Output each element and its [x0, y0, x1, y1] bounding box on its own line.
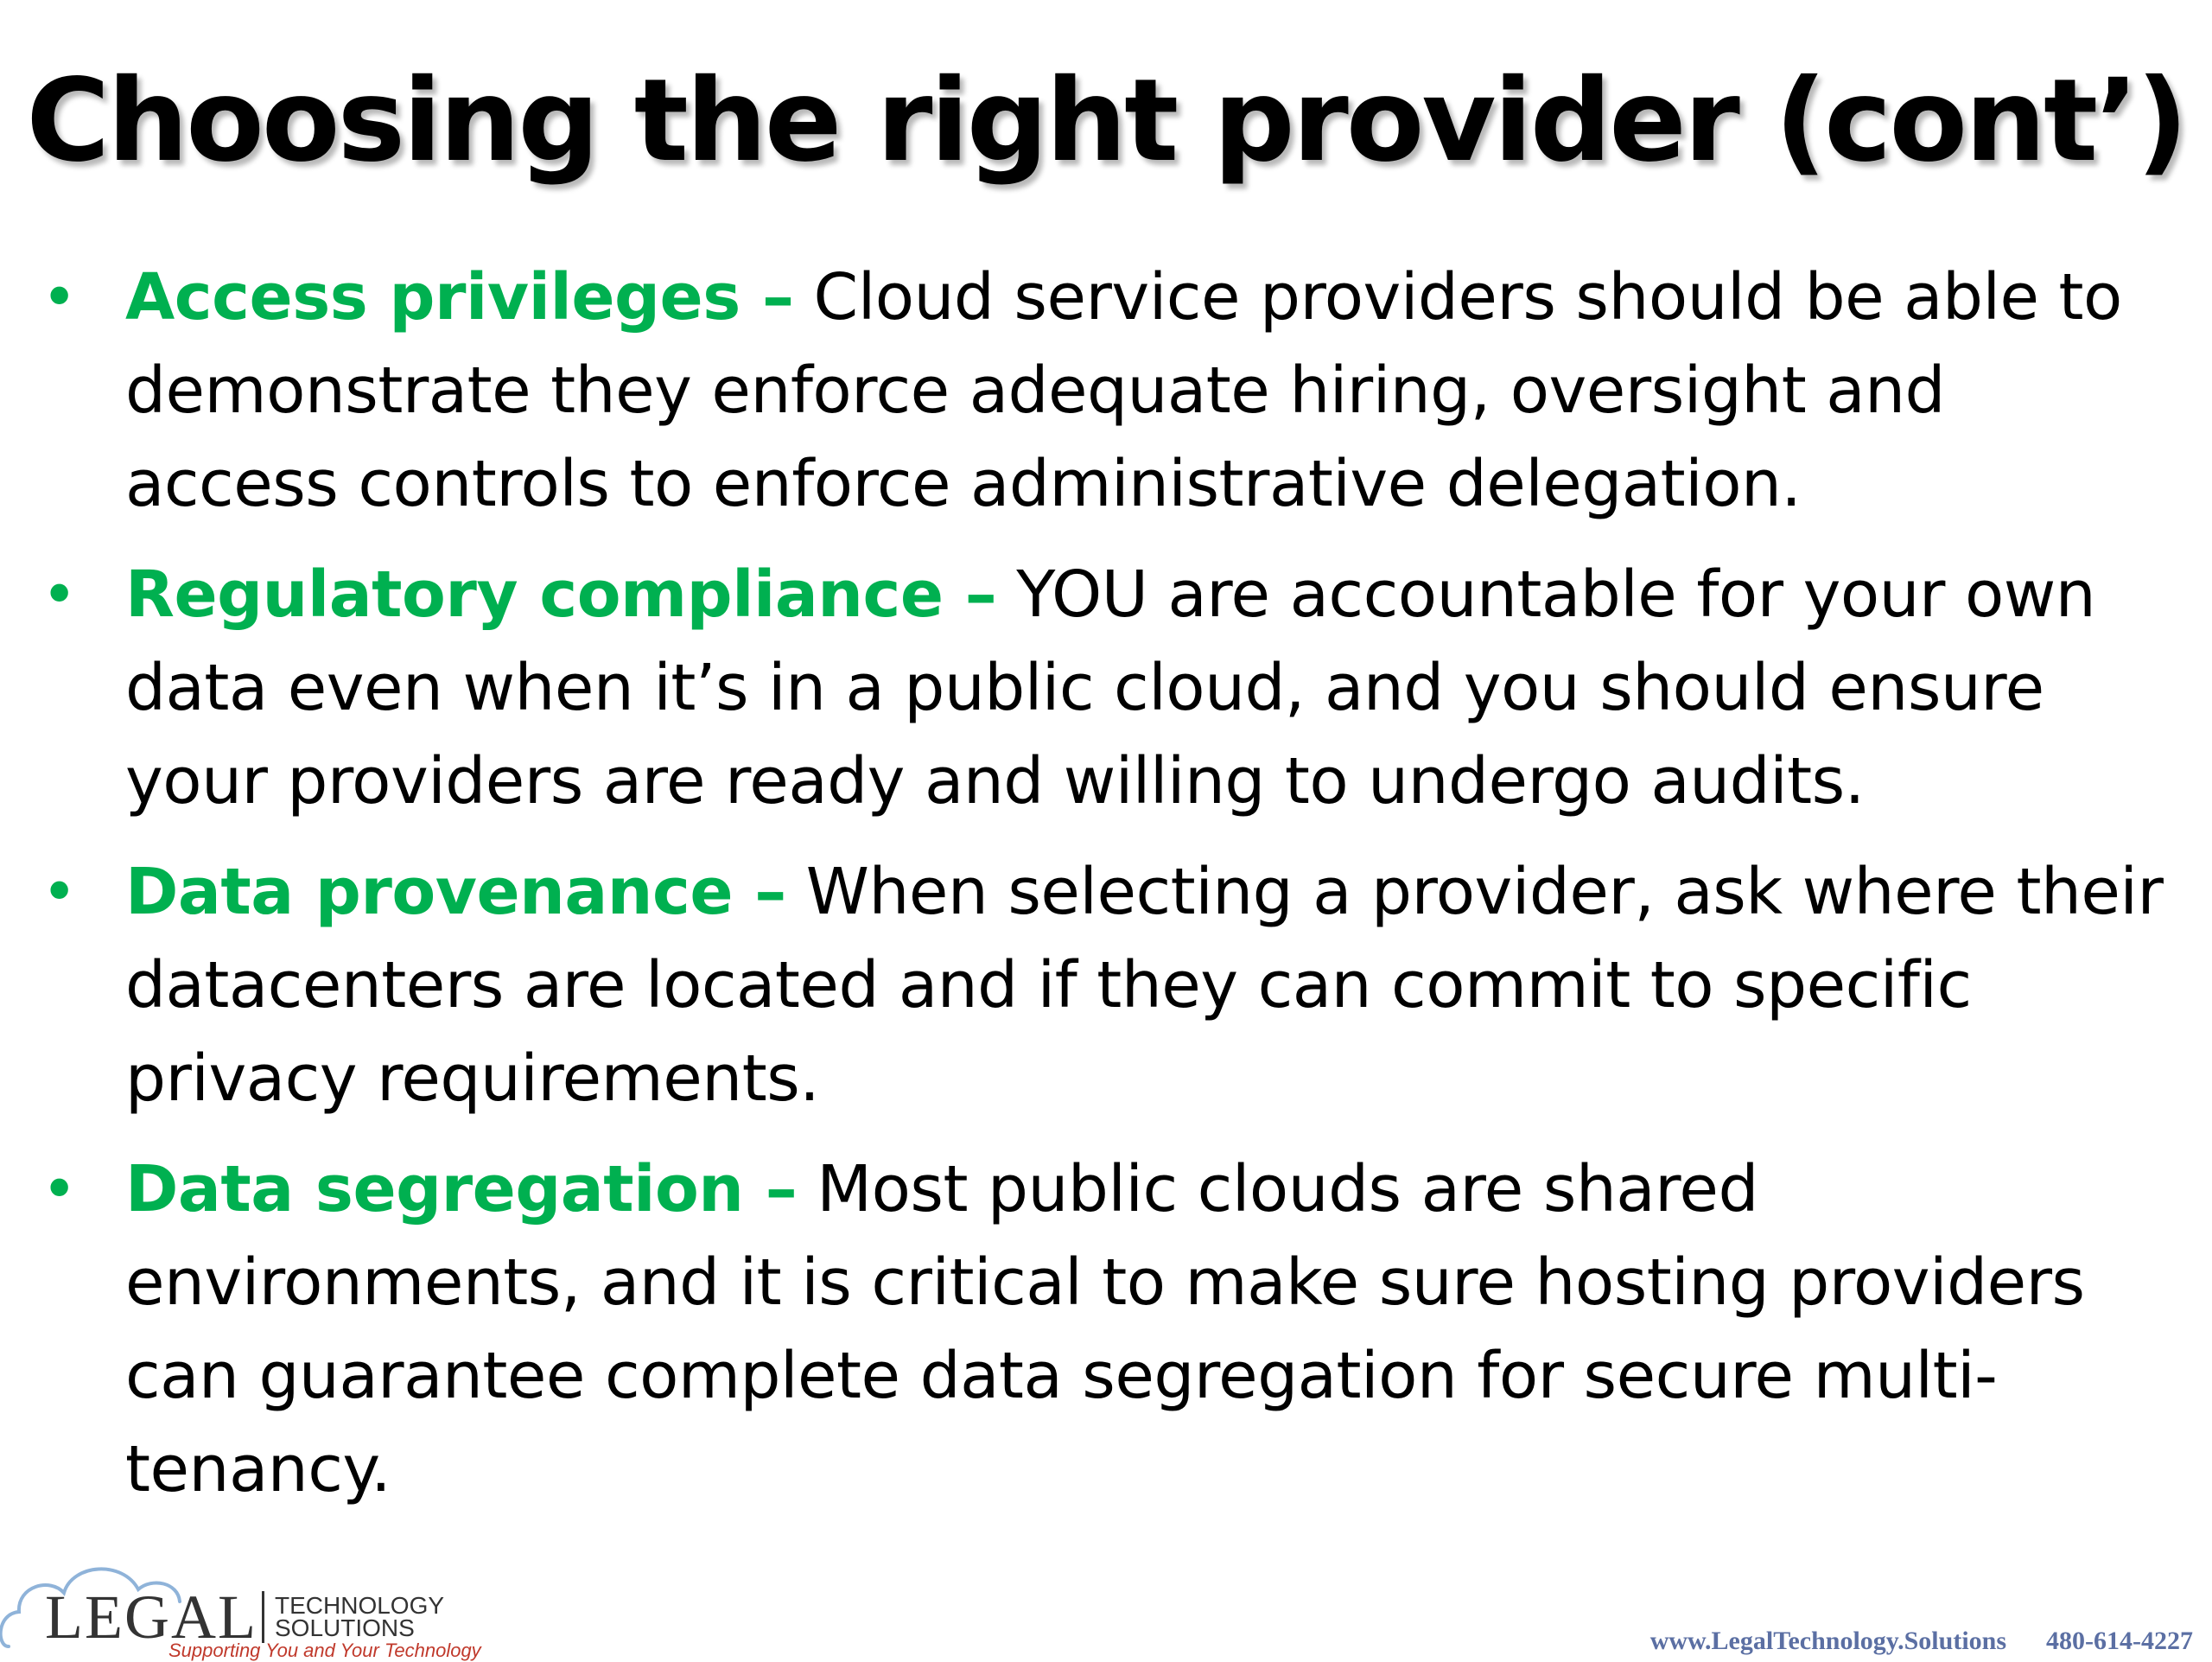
company-logo: [0, 1551, 518, 1659]
phone-number: 480-614-4227: [2046, 1627, 2193, 1655]
bullet-item: [0, 251, 2212, 531]
footer-contact: [1650, 1627, 2193, 1656]
logo-subtitle-line1: TECHNOLOGY: [275, 1592, 445, 1619]
bullet-lead: Data segregation –: [125, 1152, 798, 1226]
logo-tagline: Supporting You and Your Technology: [168, 1640, 481, 1661]
bullet-dot: •: [41, 856, 77, 927]
bullet-item: [0, 1143, 2212, 1516]
bullet-lead: Regulatory compliance –: [125, 557, 997, 632]
logo-wordmark: LEGAL: [45, 1582, 257, 1652]
logo-subtitle-line2: SOLUTIONS: [275, 1614, 415, 1641]
bullet-lead: Access privileges –: [125, 260, 794, 334]
logo-divider: [262, 1591, 264, 1643]
bullet-dot: •: [41, 262, 77, 333]
bullet-text: When selecting a provider, ask where their datacenters are located and if they can commit to specific privacy requirements.: [125, 855, 2164, 1116]
logo-subtitle: [275, 1592, 445, 1641]
bullet-text: Most public clouds are shared environments, and it is critical to make sure hosting providers can guarantee complete data segregation for secure multi-tenancy.: [125, 1152, 2085, 1506]
slide-title: Choosing the right provider (cont’): [26, 54, 2186, 188]
bullet-item: [0, 845, 2212, 1125]
bullet-lead: Data provenance –: [125, 855, 786, 929]
website-link[interactable]: www.LegalTechnology.Solutions: [1649, 1627, 2007, 1655]
bullet-dot: •: [41, 1154, 77, 1225]
bullet-list: [0, 251, 2212, 1533]
bullet-text: YOU are accountable for your own data even when it’s in a public cloud, and you should ensure your providers are ready and willing to undergo audits.: [125, 557, 2096, 818]
bullet-text: Cloud service providers should be able to demonstrate they enforce adequate hiring, oversight and access controls to enforce administrative delegation.: [125, 260, 2122, 521]
bullet-dot: •: [41, 559, 77, 630]
bullet-item: [0, 548, 2212, 828]
